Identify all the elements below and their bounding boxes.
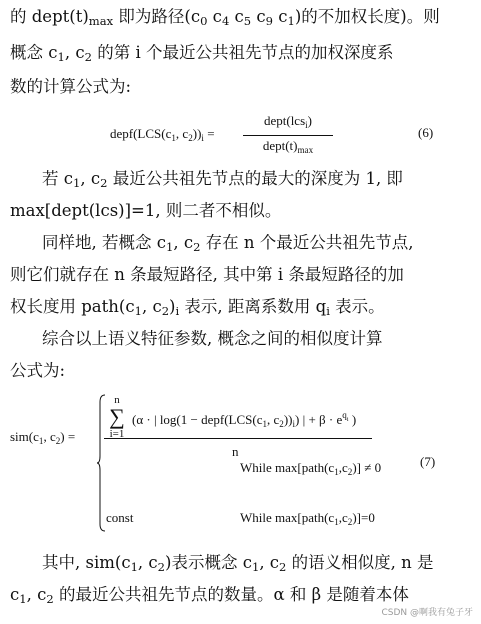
text-line-7: 则它们就存在 n 条最短路径, 其中第 i 条最短路径的加 — [10, 265, 404, 284]
text-line-3: 数的计算公式为: — [10, 77, 132, 96]
eq7-number: (7) — [420, 454, 436, 469]
sum-upper-limit: n — [114, 394, 120, 406]
eq6-denominator: $dept(t)_{max}$ — [262, 138, 314, 155]
eq7-const: const — [106, 510, 134, 525]
eq6-number: (6) — [418, 125, 434, 140]
text-line-9: 综合以上语义特征参数, 概念之间的相似度计算 — [42, 329, 383, 348]
eq6-lhs: $depf(LCS(c_1$, $c_2))_i$ = — [110, 126, 215, 143]
text-line-5: max[dept(lcs)]=1, 则二者不相似。 — [10, 201, 282, 220]
eq6-fraction-bar — [243, 135, 333, 136]
text-line-12: $c_1$, $c_2$ 的最近公共祖先节点的数量。α 和 β 是随着本体 — [10, 585, 409, 606]
eq6-fraction — [243, 112, 333, 159]
eq7-condition-1: While $\max[path(c_1,c_2)] \ne 0$ — [240, 460, 382, 477]
sigma-symbol: ∑ — [109, 404, 125, 429]
eq7-lhs: $sim(c_1$, $c_2$) = — [10, 429, 76, 446]
text-line-8: 权长度用 $path(c_1$, $c_2)_i$ 表示, 距离系数用 $q_i$ 表示。 — [10, 297, 385, 318]
equation-7 — [10, 394, 470, 538]
text-line-2: 概念 $c_1$, $c_2$ 的第 i 个最近公共祖先节点的加权深度系 — [10, 43, 394, 64]
equation-6 — [110, 112, 470, 162]
eq7-condition-2: While $\max[path(c_1,c_2)]=0$ — [240, 510, 375, 527]
text-line-4: 若 $c_1$, $c_2$ 最近公共祖先节点的最大的深度为 1, 即 — [42, 169, 403, 190]
text-line-1: 的 $dept(t)_{max}$ 即为路径($c_0$ $c_4$ $c_5$ $c_9$ $c_1$)的不加权长度)。则 — [10, 7, 440, 28]
eq7-denominator: n — [232, 444, 239, 459]
eq7-fraction-bar — [104, 438, 372, 439]
eq6-numerator: dept(lcs$_i$) — [263, 113, 313, 130]
sum-lower-limit: i=1 — [109, 428, 125, 440]
eq7-summation — [102, 394, 132, 440]
eq7-numerator: (α · | $\log(1 - depf(LCS(c_1$, $c_2))_i$) | + $\beta \cdot e^{q_i}$ ) — [132, 410, 357, 429]
text-line-6: 同样地, 若概念 $c_1$, $c_2$ 存在 n 个最近公共祖先节点, — [42, 233, 414, 254]
text-line-11: 其中, $sim(c_1$, $c_2$)表示概念 $c_1$, $c_2$ 的语义相似度, n 是 — [42, 553, 434, 574]
text-line-10: 公式为: — [10, 361, 66, 380]
csdn-watermark: CSDN @啊我有兔子牙 — [381, 608, 473, 618]
